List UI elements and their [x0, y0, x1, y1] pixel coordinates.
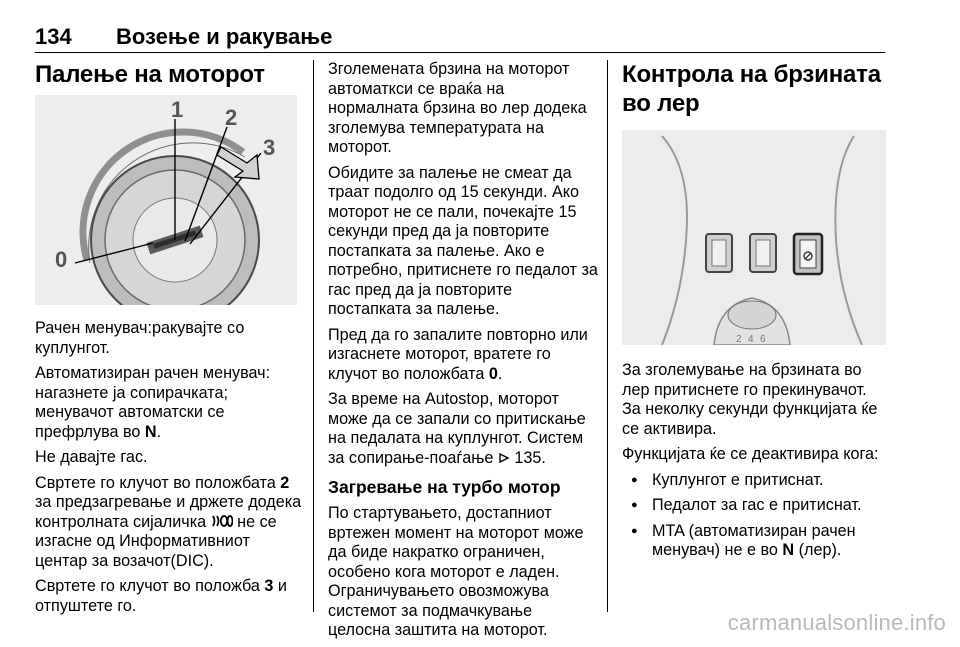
gear-label: 2	[736, 334, 742, 345]
paragraph: Функцијата ќе се деактивира кога:	[622, 445, 879, 463]
gear-label: 6	[760, 334, 766, 345]
paragraph: Рачен менувач:ракувајте со куплунгот.	[35, 319, 245, 357]
running-title: Возење и ракување	[116, 24, 333, 49]
paragraph: Свртете го клучот во положба 3 и отпуштете го.	[35, 577, 287, 615]
paragraph: За зголемување на брзината во лер притиснете го прекинувачот. За неколку секунди функцијата ќе се активира.	[622, 361, 878, 438]
paragraph: Пред да го запалите повторно или изгаснете моторот, вратете го клучот во положбата 0.	[328, 325, 588, 383]
list-item: ● Куплунгот е притиснат.	[622, 471, 887, 491]
page-header	[35, 24, 885, 53]
column-right	[622, 60, 887, 567]
glow-plug-icon	[211, 514, 233, 528]
paragraph: Не давајте гас.	[35, 448, 148, 466]
page-number: 134	[35, 24, 72, 49]
watermark: carmanualsonline.info	[727, 610, 946, 635]
list-item: ● Педалот за гас е притиснат.	[622, 496, 887, 516]
position-label: 3	[263, 135, 276, 160]
idle-speed-switch-figure	[622, 130, 886, 345]
position-label: 0	[55, 247, 68, 272]
deactivation-conditions-list	[622, 471, 887, 561]
position-label: 1	[171, 97, 184, 122]
column-middle	[328, 60, 598, 647]
list-item: ● MTA (автоматизиран рачен менувач) не е во N (лер).	[622, 522, 887, 561]
cross-reference-icon	[498, 452, 510, 464]
paragraph: За време на Autostop, моторот може да се запали со притискање на педалата на куплунгот. Систем за сопирање-поаѓање 135.	[328, 390, 586, 467]
paragraph: По стартувањето, достапниот вртежен момент на моторот може да биде накратко ограничен, особено кога моторот е ладен. Ограничувањето овозможува системот за подмачкување целосна заштита на моторот.	[328, 504, 584, 639]
section-heading-idle-speed-control: Контрола на брзината во лер	[622, 61, 881, 117]
paragraph: Автоматизиран рачен менувач: нагазнете ја сопирачката; менувачот автоматски се префрлува во N.	[35, 364, 271, 441]
column-divider	[313, 60, 314, 612]
paragraph: Обидите за палење не смеат да траат подолго од 15 секунди. Ако моторот не се пали, почекајте 15 секунди пред да ја повторите постапката за палење. Ако е потребно, притиснете го педалот за гас пред да ја повторите постапката за палење.	[328, 163, 598, 318]
section-heading-engine-start: Палење на моторот	[35, 61, 265, 88]
position-label: 2	[225, 105, 238, 130]
paragraph: Свртете го клучот во положбата 2 за предзагревање и држете додека контролната сијаличка не се изгасне од Информативниот центар за возачот(DIC).	[35, 473, 302, 570]
column-divider	[607, 60, 608, 612]
cross-reference-link[interactable]: 135.	[514, 448, 546, 467]
section-heading-turbo-warmup: Загревање на турбо мотор	[328, 477, 561, 497]
ignition-switch-illustration	[35, 95, 297, 305]
paragraph: Зголемената брзина на моторот автоматкси се враќа на нормалната брзина во лер додека зголемува температурата на моторот.	[328, 60, 587, 156]
ignition-switch-figure	[35, 95, 297, 305]
gear-label: 4	[748, 334, 754, 345]
center-console-illustration	[622, 130, 886, 345]
column-left	[35, 60, 305, 622]
